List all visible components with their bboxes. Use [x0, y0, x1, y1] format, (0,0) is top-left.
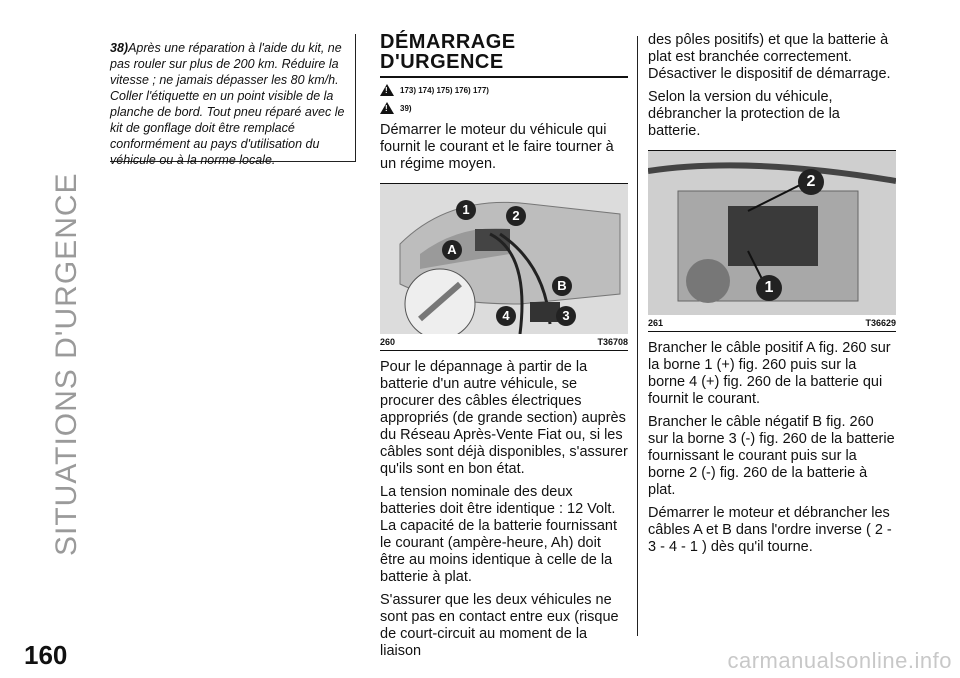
column-divider: [637, 36, 638, 636]
fig260-label-B: B: [552, 276, 572, 296]
column-middle: [380, 32, 628, 666]
section-title: DÉMARRAGE D'URGENCE: [380, 31, 516, 73]
note-body: Après une réparation à l'aide du kit, ne pas rouler sur plus de 200 km. Réduire la vitesse ; ne jamais dépasser les 80 km/h. Coller l'étiquette en un point visible de la planche de bord. Tout pneu réparé avec le kit de gonflage doit être remplacé conformément au pays d'utilisation du véhicule ou à la norme locale.: [110, 41, 345, 167]
figure-261-number: 261: [648, 318, 664, 328]
figure-261-image: [648, 151, 896, 315]
watermark: carmanualsonline.info: [727, 648, 952, 673]
chapter-side-title: [50, 30, 90, 556]
figure-260-caption: [380, 334, 628, 350]
caution-icon: [380, 102, 394, 114]
intro-paragraph: Démarrer le moteur du véhicule qui fournit le courant et le faire tourner à un régime moyen.: [380, 122, 614, 172]
figure-260-image: [380, 184, 628, 334]
fig260-label-A: A: [442, 240, 462, 260]
col2-paragraph-1: Pour le dépannage à partir de la batterie d'un autre véhicule, se procurer des câbles électriques appropriés (de grande section) auprès du Réseau Après-Vente Fiat ou, si les câbles sont déjà disponibles, s'assurer qu'ils sont en bon état.: [380, 359, 628, 477]
page-number: 160: [24, 640, 68, 670]
fig261-label-1: 1: [756, 275, 782, 301]
warning-icon: [380, 84, 394, 96]
column-right: [648, 32, 896, 562]
figure-261-caption: [648, 315, 896, 331]
col2-paragraph-2: La tension nominale des deux batteries doit être identique : 12 Volt. La capacité de la batterie fournissant le courant (ampère-heure, Ah) doit être au moins identique à celle de la batterie à plat.: [380, 484, 617, 585]
col3-paragraph-1: des pôles positifs) et que la batterie à plat est branchée correctement. Désactiver le dispositif de démarrage.: [648, 32, 891, 82]
col2-paragraph-3: S'assurer que les deux véhicules ne sont pas en contact entre eux (risque de court-circuit au moment de la liaison: [380, 592, 619, 659]
figure-261: [648, 150, 896, 332]
figure-260-number: 260: [380, 337, 396, 347]
col3-paragraph-2: Selon la version du véhicule, débrancher la protection de la batterie.: [648, 89, 840, 139]
note-box: [110, 34, 356, 167]
caution-refs-text: 39): [400, 103, 412, 113]
col3-paragraph-3: Brancher le câble positif A fig. 260 sur la borne 1 (+) fig. 260 puis sur la borne 4 (+) fig. 260 de la batterie qui fournit le courant.: [648, 340, 891, 407]
figure-261-code: T36629: [865, 318, 896, 328]
note-ref: 38): [110, 41, 129, 55]
fig260-label-1: 1: [456, 200, 476, 220]
fig260-label-4: 4: [496, 306, 516, 326]
figure-260-code: T36708: [597, 337, 628, 347]
caution-refs: [380, 102, 628, 114]
fig260-label-2: 2: [506, 206, 526, 226]
warning-refs-text: 173) 174) 175) 176) 177): [400, 85, 489, 95]
fig260-label-3: 3: [556, 306, 576, 326]
chapter-side-title-text: SITUATIONS D'URGENCE: [50, 172, 83, 556]
col3-paragraph-5: Démarrer le moteur et débrancher les câbles A et B dans l'ordre inverse ( 2 - 3 - 4 - 1 ) dès qu'il tourne.: [648, 505, 892, 555]
note-text: [110, 40, 349, 168]
figure-260: [380, 183, 628, 351]
fig261-label-2: 2: [798, 169, 824, 195]
col3-paragraph-4: Brancher le câble négatif B fig. 260 sur la borne 3 (-) fig. 260 de la batterie fournissant le courant puis sur la borne 2 (-) fig. 260 de la batterie à plat.: [648, 414, 895, 498]
title-rule: [380, 76, 628, 78]
warning-refs: [380, 84, 628, 96]
